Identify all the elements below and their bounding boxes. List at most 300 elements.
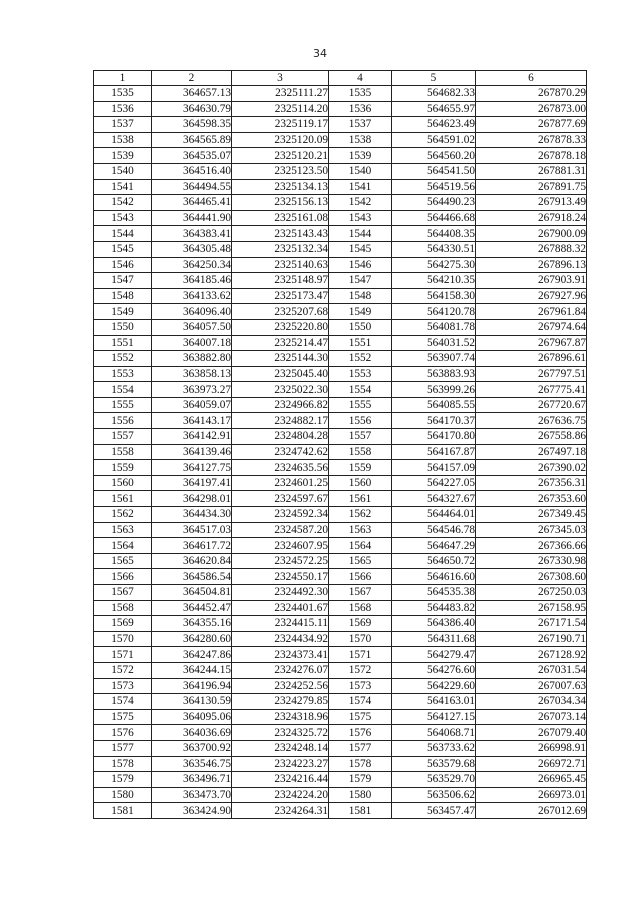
table-row (94, 507, 587, 523)
y-coordinate-cell: 267012.69 (476, 803, 587, 819)
y-coordinate-cell: 267558.86 (476, 429, 587, 445)
point-number-cell: 1566 (94, 569, 152, 585)
point-number-cell: 1542 (329, 195, 392, 211)
y-coordinate-cell: 2324264.31 (232, 803, 329, 819)
page-number: 34 (313, 47, 327, 60)
x-coordinate-cell: 363546.75 (152, 756, 232, 772)
table-row (94, 647, 587, 663)
y-coordinate-cell: 267900.09 (476, 226, 587, 242)
point-number-cell: 1563 (329, 522, 392, 538)
y-coordinate-cell: 2325207.68 (232, 304, 329, 320)
y-coordinate-cell: 267073.14 (476, 709, 587, 725)
x-coordinate-cell: 564650.72 (392, 553, 476, 569)
point-number-cell: 1564 (329, 538, 392, 554)
point-number-cell: 1541 (94, 179, 152, 195)
point-number-cell: 1560 (94, 475, 152, 491)
y-coordinate-cell: 2324607.95 (232, 538, 329, 554)
x-coordinate-cell: 564229.60 (392, 678, 476, 694)
x-coordinate-cell: 364565.89 (152, 132, 232, 148)
y-coordinate-cell: 2324587.20 (232, 522, 329, 538)
table-row (94, 132, 587, 148)
point-number-cell: 1559 (94, 460, 152, 476)
table-row (94, 616, 587, 632)
x-coordinate-cell: 364441.90 (152, 210, 232, 226)
table-row (94, 117, 587, 133)
x-coordinate-cell: 564279.47 (392, 647, 476, 663)
point-number-cell: 1560 (329, 475, 392, 491)
point-number-cell: 1578 (94, 756, 152, 772)
table-row (94, 163, 587, 179)
y-coordinate-cell: 267366.66 (476, 538, 587, 554)
point-number-cell: 1545 (329, 241, 392, 257)
y-coordinate-cell: 2324882.17 (232, 413, 329, 429)
x-coordinate-cell: 563506.62 (392, 787, 476, 803)
x-coordinate-cell: 364142.91 (152, 429, 232, 445)
table-row (94, 273, 587, 289)
x-coordinate-cell: 564408.35 (392, 226, 476, 242)
x-coordinate-cell: 364535.07 (152, 148, 232, 164)
x-coordinate-cell: 364197.41 (152, 475, 232, 491)
point-number-cell: 1579 (329, 772, 392, 788)
y-coordinate-cell: 267797.51 (476, 366, 587, 382)
y-coordinate-cell: 2324966.82 (232, 397, 329, 413)
point-number-cell: 1543 (329, 210, 392, 226)
point-number-cell: 1548 (329, 288, 392, 304)
table-row (94, 709, 587, 725)
y-coordinate-cell: 2325134.13 (232, 179, 329, 195)
column-header: 6 (476, 71, 587, 86)
column-header: 5 (392, 71, 476, 86)
x-coordinate-cell: 364630.79 (152, 101, 232, 117)
table-row (94, 725, 587, 741)
table-row (94, 148, 587, 164)
table-row (94, 351, 587, 367)
point-number-cell: 1573 (94, 678, 152, 694)
y-coordinate-cell: 267497.18 (476, 444, 587, 460)
point-number-cell: 1554 (329, 382, 392, 398)
point-number-cell: 1568 (329, 600, 392, 616)
y-coordinate-cell: 266973.01 (476, 787, 587, 803)
x-coordinate-cell: 364185.46 (152, 273, 232, 289)
point-number-cell: 1581 (329, 803, 392, 819)
point-number-cell: 1557 (94, 429, 152, 445)
y-coordinate-cell: 2325022.30 (232, 382, 329, 398)
x-coordinate-cell: 564167.87 (392, 444, 476, 460)
table-row (94, 210, 587, 226)
table-row (94, 257, 587, 273)
table-row (94, 335, 587, 351)
y-coordinate-cell: 267896.13 (476, 257, 587, 273)
x-coordinate-cell: 364057.50 (152, 319, 232, 335)
y-coordinate-cell: 267034.34 (476, 694, 587, 710)
table-row (94, 304, 587, 320)
x-coordinate-cell: 564127.15 (392, 709, 476, 725)
y-coordinate-cell: 267007.63 (476, 678, 587, 694)
y-coordinate-cell: 2325161.08 (232, 210, 329, 226)
x-coordinate-cell: 564157.09 (392, 460, 476, 476)
point-number-cell: 1547 (94, 273, 152, 289)
point-number-cell: 1564 (94, 538, 152, 554)
point-number-cell: 1580 (329, 787, 392, 803)
point-number-cell: 1561 (94, 491, 152, 507)
x-coordinate-cell: 563733.62 (392, 740, 476, 756)
point-number-cell: 1535 (329, 86, 392, 102)
x-coordinate-cell: 364280.60 (152, 631, 232, 647)
table-row (94, 662, 587, 678)
point-number-cell: 1538 (94, 132, 152, 148)
point-number-cell: 1537 (329, 117, 392, 133)
y-coordinate-cell: 2325144.30 (232, 351, 329, 367)
point-number-cell: 1561 (329, 491, 392, 507)
point-number-cell: 1558 (94, 444, 152, 460)
point-number-cell: 1569 (94, 616, 152, 632)
point-number-cell: 1546 (329, 257, 392, 273)
x-coordinate-cell: 363473.70 (152, 787, 232, 803)
y-coordinate-cell: 2324415.11 (232, 616, 329, 632)
point-number-cell: 1547 (329, 273, 392, 289)
point-number-cell: 1575 (94, 709, 152, 725)
x-coordinate-cell: 364465.41 (152, 195, 232, 211)
table-row (94, 803, 587, 819)
point-number-cell: 1540 (94, 163, 152, 179)
table-row (94, 366, 587, 382)
x-coordinate-cell: 564311.68 (392, 631, 476, 647)
point-number-cell: 1537 (94, 117, 152, 133)
y-coordinate-cell: 267308.60 (476, 569, 587, 585)
point-number-cell: 1550 (94, 319, 152, 335)
table-row (94, 288, 587, 304)
y-coordinate-cell: 267903.91 (476, 273, 587, 289)
header-row (94, 71, 587, 86)
table-row (94, 772, 587, 788)
y-coordinate-cell: 267158.95 (476, 600, 587, 616)
table-row (94, 382, 587, 398)
y-coordinate-cell: 266998.91 (476, 740, 587, 756)
x-coordinate-cell: 564519.56 (392, 179, 476, 195)
x-coordinate-cell: 363700.92 (152, 740, 232, 756)
y-coordinate-cell: 2324276.07 (232, 662, 329, 678)
x-coordinate-cell: 364657.13 (152, 86, 232, 102)
x-coordinate-cell: 364517.03 (152, 522, 232, 538)
point-number-cell: 1572 (94, 662, 152, 678)
x-coordinate-cell: 564163.01 (392, 694, 476, 710)
y-coordinate-cell: 2324325.72 (232, 725, 329, 741)
x-coordinate-cell: 364494.55 (152, 179, 232, 195)
y-coordinate-cell: 2324252.56 (232, 678, 329, 694)
y-coordinate-cell: 2324550.17 (232, 569, 329, 585)
table-row (94, 522, 587, 538)
x-coordinate-cell: 364620.84 (152, 553, 232, 569)
table-row (94, 491, 587, 507)
table-row (94, 678, 587, 694)
x-coordinate-cell: 364133.62 (152, 288, 232, 304)
table-row (94, 553, 587, 569)
point-number-cell: 1540 (329, 163, 392, 179)
x-coordinate-cell: 564120.78 (392, 304, 476, 320)
point-number-cell: 1562 (329, 507, 392, 523)
table-row (94, 538, 587, 554)
table-row (94, 179, 587, 195)
point-number-cell: 1536 (94, 101, 152, 117)
point-number-cell: 1559 (329, 460, 392, 476)
table-row (94, 397, 587, 413)
y-coordinate-cell: 267128.92 (476, 647, 587, 663)
table-row (94, 585, 587, 601)
x-coordinate-cell: 564276.60 (392, 662, 476, 678)
x-coordinate-cell: 564490.23 (392, 195, 476, 211)
x-coordinate-cell: 364139.46 (152, 444, 232, 460)
x-coordinate-cell: 363496.71 (152, 772, 232, 788)
y-coordinate-cell: 267967.87 (476, 335, 587, 351)
y-coordinate-cell: 267390.02 (476, 460, 587, 476)
x-coordinate-cell: 564085.55 (392, 397, 476, 413)
point-number-cell: 1542 (94, 195, 152, 211)
y-coordinate-cell: 267356.31 (476, 475, 587, 491)
point-number-cell: 1558 (329, 444, 392, 460)
x-coordinate-cell: 564466.68 (392, 210, 476, 226)
point-number-cell: 1576 (329, 725, 392, 741)
point-number-cell: 1562 (94, 507, 152, 523)
table-row (94, 694, 587, 710)
x-coordinate-cell: 364247.86 (152, 647, 232, 663)
y-coordinate-cell: 2325111.27 (232, 86, 329, 102)
y-coordinate-cell: 267896.61 (476, 351, 587, 367)
x-coordinate-cell: 364196.94 (152, 678, 232, 694)
x-coordinate-cell: 564031.52 (392, 335, 476, 351)
point-number-cell: 1576 (94, 725, 152, 741)
x-coordinate-cell: 364143.17 (152, 413, 232, 429)
point-number-cell: 1556 (329, 413, 392, 429)
y-coordinate-cell: 2325140.63 (232, 257, 329, 273)
point-number-cell: 1577 (329, 740, 392, 756)
table-row (94, 460, 587, 476)
x-coordinate-cell: 364096.40 (152, 304, 232, 320)
point-number-cell: 1569 (329, 616, 392, 632)
x-coordinate-cell: 564386.40 (392, 616, 476, 632)
point-number-cell: 1548 (94, 288, 152, 304)
point-number-cell: 1539 (94, 148, 152, 164)
point-number-cell: 1541 (329, 179, 392, 195)
x-coordinate-cell: 364007.18 (152, 335, 232, 351)
point-number-cell: 1545 (94, 241, 152, 257)
y-coordinate-cell: 2325119.17 (232, 117, 329, 133)
x-coordinate-cell: 564483.82 (392, 600, 476, 616)
point-number-cell: 1557 (329, 429, 392, 445)
x-coordinate-cell: 364504.81 (152, 585, 232, 601)
y-coordinate-cell: 2325156.13 (232, 195, 329, 211)
table-row (94, 429, 587, 445)
x-coordinate-cell: 364127.75 (152, 460, 232, 476)
x-coordinate-cell: 364617.72 (152, 538, 232, 554)
x-coordinate-cell: 564591.02 (392, 132, 476, 148)
y-coordinate-cell: 267881.31 (476, 163, 587, 179)
point-number-cell: 1549 (329, 304, 392, 320)
x-coordinate-cell: 563529.70 (392, 772, 476, 788)
y-coordinate-cell: 2324434.92 (232, 631, 329, 647)
y-coordinate-cell: 2324572.25 (232, 553, 329, 569)
y-coordinate-cell: 2324492.30 (232, 585, 329, 601)
y-coordinate-cell: 2325120.21 (232, 148, 329, 164)
x-coordinate-cell: 563907.74 (392, 351, 476, 367)
x-coordinate-cell: 564623.49 (392, 117, 476, 133)
point-number-cell: 1575 (329, 709, 392, 725)
y-coordinate-cell: 2325114.20 (232, 101, 329, 117)
point-number-cell: 1543 (94, 210, 152, 226)
y-coordinate-cell: 267891.75 (476, 179, 587, 195)
x-coordinate-cell: 363882.80 (152, 351, 232, 367)
y-coordinate-cell: 267918.24 (476, 210, 587, 226)
y-coordinate-cell: 267870.29 (476, 86, 587, 102)
x-coordinate-cell: 564068.71 (392, 725, 476, 741)
y-coordinate-cell: 267720.67 (476, 397, 587, 413)
point-number-cell: 1550 (329, 319, 392, 335)
x-coordinate-cell: 363424.90 (152, 803, 232, 819)
x-coordinate-cell: 364452.47 (152, 600, 232, 616)
y-coordinate-cell: 2324592.34 (232, 507, 329, 523)
point-number-cell: 1573 (329, 678, 392, 694)
y-coordinate-cell: 267878.33 (476, 132, 587, 148)
point-number-cell: 1552 (94, 351, 152, 367)
table-row (94, 631, 587, 647)
x-coordinate-cell: 364383.41 (152, 226, 232, 242)
point-number-cell: 1572 (329, 662, 392, 678)
x-coordinate-cell: 564464.01 (392, 507, 476, 523)
x-coordinate-cell: 364298.01 (152, 491, 232, 507)
y-coordinate-cell: 267877.69 (476, 117, 587, 133)
y-coordinate-cell: 267961.84 (476, 304, 587, 320)
x-coordinate-cell: 564535.38 (392, 585, 476, 601)
y-coordinate-cell: 2324601.25 (232, 475, 329, 491)
y-coordinate-cell: 267775.41 (476, 382, 587, 398)
x-coordinate-cell: 363858.13 (152, 366, 232, 382)
table-row (94, 319, 587, 335)
y-coordinate-cell: 2325214.47 (232, 335, 329, 351)
point-number-cell: 1571 (94, 647, 152, 663)
point-number-cell: 1567 (329, 585, 392, 601)
y-coordinate-cell: 2324318.96 (232, 709, 329, 725)
point-number-cell: 1551 (94, 335, 152, 351)
point-number-cell: 1539 (329, 148, 392, 164)
table-row (94, 600, 587, 616)
y-coordinate-cell: 267330.98 (476, 553, 587, 569)
y-coordinate-cell: 2325120.09 (232, 132, 329, 148)
point-number-cell: 1546 (94, 257, 152, 273)
point-number-cell: 1544 (94, 226, 152, 242)
x-coordinate-cell: 364598.35 (152, 117, 232, 133)
y-coordinate-cell: 267345.03 (476, 522, 587, 538)
point-number-cell: 1552 (329, 351, 392, 367)
x-coordinate-cell: 564275.30 (392, 257, 476, 273)
y-coordinate-cell: 2324804.28 (232, 429, 329, 445)
point-number-cell: 1571 (329, 647, 392, 663)
point-number-cell: 1578 (329, 756, 392, 772)
y-coordinate-cell: 2325173.47 (232, 288, 329, 304)
x-coordinate-cell: 564616.60 (392, 569, 476, 585)
x-coordinate-cell: 564560.20 (392, 148, 476, 164)
column-header: 3 (232, 71, 329, 86)
x-coordinate-cell: 364355.16 (152, 616, 232, 632)
point-number-cell: 1577 (94, 740, 152, 756)
y-coordinate-cell: 2324597.67 (232, 491, 329, 507)
x-coordinate-cell: 564081.78 (392, 319, 476, 335)
x-coordinate-cell: 564227.05 (392, 475, 476, 491)
table-row (94, 241, 587, 257)
x-coordinate-cell: 364095.06 (152, 709, 232, 725)
point-number-cell: 1570 (94, 631, 152, 647)
coordinates-table (93, 70, 587, 819)
point-number-cell: 1581 (94, 803, 152, 819)
y-coordinate-cell: 267974.64 (476, 319, 587, 335)
y-coordinate-cell: 2324635.56 (232, 460, 329, 476)
point-number-cell: 1538 (329, 132, 392, 148)
y-coordinate-cell: 267636.75 (476, 413, 587, 429)
y-coordinate-cell: 2324216.44 (232, 772, 329, 788)
y-coordinate-cell: 2324373.41 (232, 647, 329, 663)
y-coordinate-cell: 267250.03 (476, 585, 587, 601)
point-number-cell: 1570 (329, 631, 392, 647)
y-coordinate-cell: 2324248.14 (232, 740, 329, 756)
point-number-cell: 1567 (94, 585, 152, 601)
y-coordinate-cell: 2324401.67 (232, 600, 329, 616)
point-number-cell: 1544 (329, 226, 392, 242)
point-number-cell: 1551 (329, 335, 392, 351)
y-coordinate-cell: 267349.45 (476, 507, 587, 523)
x-coordinate-cell: 564546.78 (392, 522, 476, 538)
x-coordinate-cell: 364130.59 (152, 694, 232, 710)
y-coordinate-cell: 2325132.34 (232, 241, 329, 257)
x-coordinate-cell: 364036.69 (152, 725, 232, 741)
point-number-cell: 1568 (94, 600, 152, 616)
x-coordinate-cell: 364586.54 (152, 569, 232, 585)
y-coordinate-cell: 2324279.85 (232, 694, 329, 710)
y-coordinate-cell: 2324223.27 (232, 756, 329, 772)
point-number-cell: 1535 (94, 86, 152, 102)
y-coordinate-cell: 2325123.50 (232, 163, 329, 179)
table-row (94, 101, 587, 117)
x-coordinate-cell: 364305.48 (152, 241, 232, 257)
x-coordinate-cell: 364516.40 (152, 163, 232, 179)
x-coordinate-cell: 564158.30 (392, 288, 476, 304)
y-coordinate-cell: 267873.00 (476, 101, 587, 117)
y-coordinate-cell: 267353.60 (476, 491, 587, 507)
table-row (94, 86, 587, 102)
x-coordinate-cell: 563883.93 (392, 366, 476, 382)
y-coordinate-cell: 267171.54 (476, 616, 587, 632)
x-coordinate-cell: 564647.29 (392, 538, 476, 554)
point-number-cell: 1556 (94, 413, 152, 429)
point-number-cell: 1563 (94, 522, 152, 538)
y-coordinate-cell: 267913.49 (476, 195, 587, 211)
point-number-cell: 1566 (329, 569, 392, 585)
x-coordinate-cell: 364244.15 (152, 662, 232, 678)
y-coordinate-cell: 2325143.43 (232, 226, 329, 242)
point-number-cell: 1579 (94, 772, 152, 788)
x-coordinate-cell: 564682.33 (392, 86, 476, 102)
x-coordinate-cell: 564655.97 (392, 101, 476, 117)
table-row (94, 756, 587, 772)
y-coordinate-cell: 267927.96 (476, 288, 587, 304)
column-header: 1 (94, 71, 152, 86)
x-coordinate-cell: 363973.27 (152, 382, 232, 398)
point-number-cell: 1554 (94, 382, 152, 398)
point-number-cell: 1565 (94, 553, 152, 569)
point-number-cell: 1555 (94, 397, 152, 413)
point-number-cell: 1580 (94, 787, 152, 803)
y-coordinate-cell: 267079.40 (476, 725, 587, 741)
point-number-cell: 1536 (329, 101, 392, 117)
point-number-cell: 1574 (329, 694, 392, 710)
point-number-cell: 1565 (329, 553, 392, 569)
